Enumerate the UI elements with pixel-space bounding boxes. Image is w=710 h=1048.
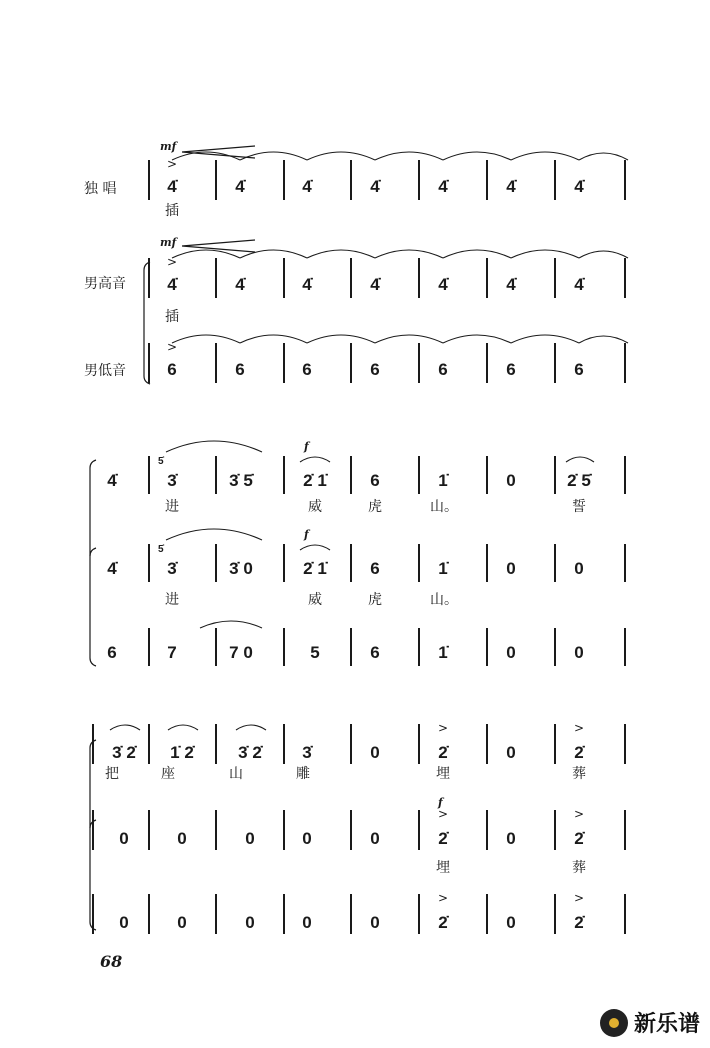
note: 1̇ 2̇ bbox=[170, 743, 194, 762]
slur bbox=[300, 457, 330, 462]
grace-note: 5̇ bbox=[158, 544, 164, 555]
note: 4̇ bbox=[574, 275, 584, 294]
lyric: 埋 bbox=[436, 860, 450, 876]
note: 0 bbox=[574, 559, 584, 578]
note: 0 bbox=[506, 559, 516, 578]
note: 0 bbox=[370, 743, 380, 762]
note: 1̇ bbox=[438, 559, 448, 578]
note: 1̇ bbox=[438, 471, 448, 490]
note: 3̇ bbox=[302, 743, 312, 762]
slur bbox=[443, 335, 511, 343]
slur bbox=[240, 152, 307, 160]
slur bbox=[375, 152, 443, 160]
lyric: 进 bbox=[165, 499, 179, 515]
slur bbox=[307, 250, 375, 258]
lyric: 座 bbox=[161, 766, 175, 782]
watermark-logo bbox=[600, 1007, 700, 1038]
slur bbox=[566, 457, 594, 462]
note: 4̇ bbox=[107, 559, 117, 578]
slur bbox=[443, 250, 511, 258]
slur bbox=[200, 621, 262, 628]
slur bbox=[579, 153, 628, 160]
lyric: 葬 bbox=[572, 860, 586, 876]
note: 2̇ 1̇ bbox=[303, 559, 327, 578]
slur bbox=[511, 335, 579, 343]
lyric: 威 bbox=[308, 499, 322, 515]
note: 2̇ bbox=[438, 913, 448, 932]
note: 4̇ bbox=[370, 177, 380, 196]
lyric: 山。 bbox=[430, 592, 458, 608]
note: 0 bbox=[506, 743, 516, 762]
slur bbox=[172, 152, 240, 160]
slur bbox=[166, 529, 262, 540]
note: 2̇ bbox=[438, 743, 448, 762]
accent-mark: > bbox=[437, 721, 449, 735]
slur bbox=[168, 725, 198, 730]
slur bbox=[307, 152, 375, 160]
watermark-text: 新乐谱 bbox=[633, 1012, 700, 1037]
accent-mark: > bbox=[437, 807, 449, 821]
page-number: 68 bbox=[100, 952, 123, 971]
lyric: 誓 bbox=[572, 499, 586, 515]
slur bbox=[166, 441, 262, 452]
lyric: 把 bbox=[105, 766, 119, 782]
note: 6 bbox=[302, 360, 312, 379]
note: 6 bbox=[370, 559, 380, 578]
note: 0 bbox=[177, 829, 187, 848]
dynamic-mf-tenor: mf bbox=[160, 236, 177, 249]
lyric: 虎 bbox=[368, 592, 382, 608]
note: 4̇ bbox=[370, 275, 380, 294]
note: 4̇ bbox=[506, 275, 516, 294]
slur bbox=[579, 251, 628, 258]
note: 4̇ bbox=[235, 177, 245, 196]
lyric: 山 bbox=[229, 766, 243, 782]
lyric: 葬 bbox=[572, 766, 586, 782]
accent-mark: > bbox=[573, 721, 585, 735]
lyric: 威 bbox=[308, 592, 322, 608]
part-label-tenor: 男高音 bbox=[84, 276, 126, 292]
note: 4̇ bbox=[506, 177, 516, 196]
slur bbox=[307, 335, 375, 343]
note: 4̇ bbox=[438, 275, 448, 294]
lyric: 山。 bbox=[430, 499, 458, 515]
note: 2̇ bbox=[574, 913, 584, 932]
note: 3̇ 0 bbox=[229, 559, 253, 578]
note: 0 bbox=[506, 643, 516, 662]
note: 3̇ 5̇ bbox=[229, 471, 253, 490]
note: 2̇ bbox=[574, 829, 584, 848]
accent-mark: > bbox=[573, 891, 585, 905]
note: 0 bbox=[302, 913, 312, 932]
note: 6 bbox=[167, 360, 177, 379]
note: 2̇ bbox=[574, 743, 584, 762]
dynamic-mf-solo: mf bbox=[160, 140, 177, 153]
note: 0 bbox=[119, 913, 129, 932]
slur bbox=[579, 336, 628, 343]
slur bbox=[172, 250, 240, 258]
slur bbox=[511, 250, 579, 258]
note: 0 bbox=[370, 829, 380, 848]
note: 6 bbox=[370, 643, 380, 662]
slur bbox=[110, 725, 140, 730]
note: 0 bbox=[506, 471, 516, 490]
accent-mark: > bbox=[166, 157, 178, 171]
note: 7 0 bbox=[229, 643, 253, 662]
part-label-solo: 独 唱 bbox=[84, 181, 117, 197]
note: 0 bbox=[302, 829, 312, 848]
note: 4̇ bbox=[302, 177, 312, 196]
note: 4̇ bbox=[302, 275, 312, 294]
lyric: 插 bbox=[165, 203, 179, 219]
note: 0 bbox=[370, 913, 380, 932]
note: 3̇ bbox=[167, 471, 177, 490]
note: 0 bbox=[245, 829, 255, 848]
note: 0 bbox=[245, 913, 255, 932]
slur bbox=[236, 725, 266, 730]
note: 4̇ bbox=[167, 275, 177, 294]
note: 0 bbox=[506, 913, 516, 932]
note: 3̇ 2̇ bbox=[238, 743, 262, 762]
note: 6 bbox=[438, 360, 448, 379]
note: 6 bbox=[235, 360, 245, 379]
accent-mark: > bbox=[166, 255, 178, 269]
note: 0 bbox=[177, 913, 187, 932]
lyric: 插 bbox=[165, 309, 179, 325]
note: 6 bbox=[370, 360, 380, 379]
slur bbox=[443, 152, 511, 160]
note: 4̇ bbox=[107, 471, 117, 490]
lyric: 雕 bbox=[296, 766, 310, 782]
note: 0 bbox=[119, 829, 129, 848]
slur bbox=[375, 335, 443, 343]
slur bbox=[300, 545, 330, 550]
grace-note: 5̇ bbox=[158, 456, 164, 467]
note: 3̇ bbox=[167, 559, 177, 578]
dynamic-f-solo: f bbox=[304, 440, 309, 453]
note: 6 bbox=[107, 643, 117, 662]
accent-mark: > bbox=[166, 340, 178, 354]
note: 2̇ 5̇ bbox=[567, 471, 591, 490]
slur bbox=[375, 250, 443, 258]
note: 4̇ bbox=[438, 177, 448, 196]
note: 3̇ 2̇ bbox=[112, 743, 136, 762]
note: 5 bbox=[310, 643, 320, 662]
part-label-bass: 男低音 bbox=[84, 363, 126, 379]
accent-mark: > bbox=[573, 807, 585, 821]
slur bbox=[511, 152, 579, 160]
slur bbox=[240, 335, 307, 343]
note: 6 bbox=[506, 360, 516, 379]
note: 4̇ bbox=[574, 177, 584, 196]
lyric: 埋 bbox=[436, 766, 450, 782]
lyric: 进 bbox=[165, 592, 179, 608]
note: 2̇ 1̇ bbox=[303, 471, 327, 490]
dynamic-f-s3: f bbox=[438, 796, 443, 809]
note: 0 bbox=[574, 643, 584, 662]
record-icon bbox=[600, 1009, 628, 1037]
accent-mark: > bbox=[437, 891, 449, 905]
lyric: 虎 bbox=[368, 499, 382, 515]
slur bbox=[172, 335, 240, 343]
note: 7 bbox=[167, 643, 177, 662]
note: 4̇ bbox=[235, 275, 245, 294]
note: 1̇ bbox=[438, 643, 448, 662]
note: 6 bbox=[370, 471, 380, 490]
note: 6 bbox=[574, 360, 584, 379]
note: 2̇ bbox=[438, 829, 448, 848]
note: 0 bbox=[506, 829, 516, 848]
dynamic-f-tenor: f bbox=[304, 528, 309, 541]
note: 4̇ bbox=[167, 177, 177, 196]
